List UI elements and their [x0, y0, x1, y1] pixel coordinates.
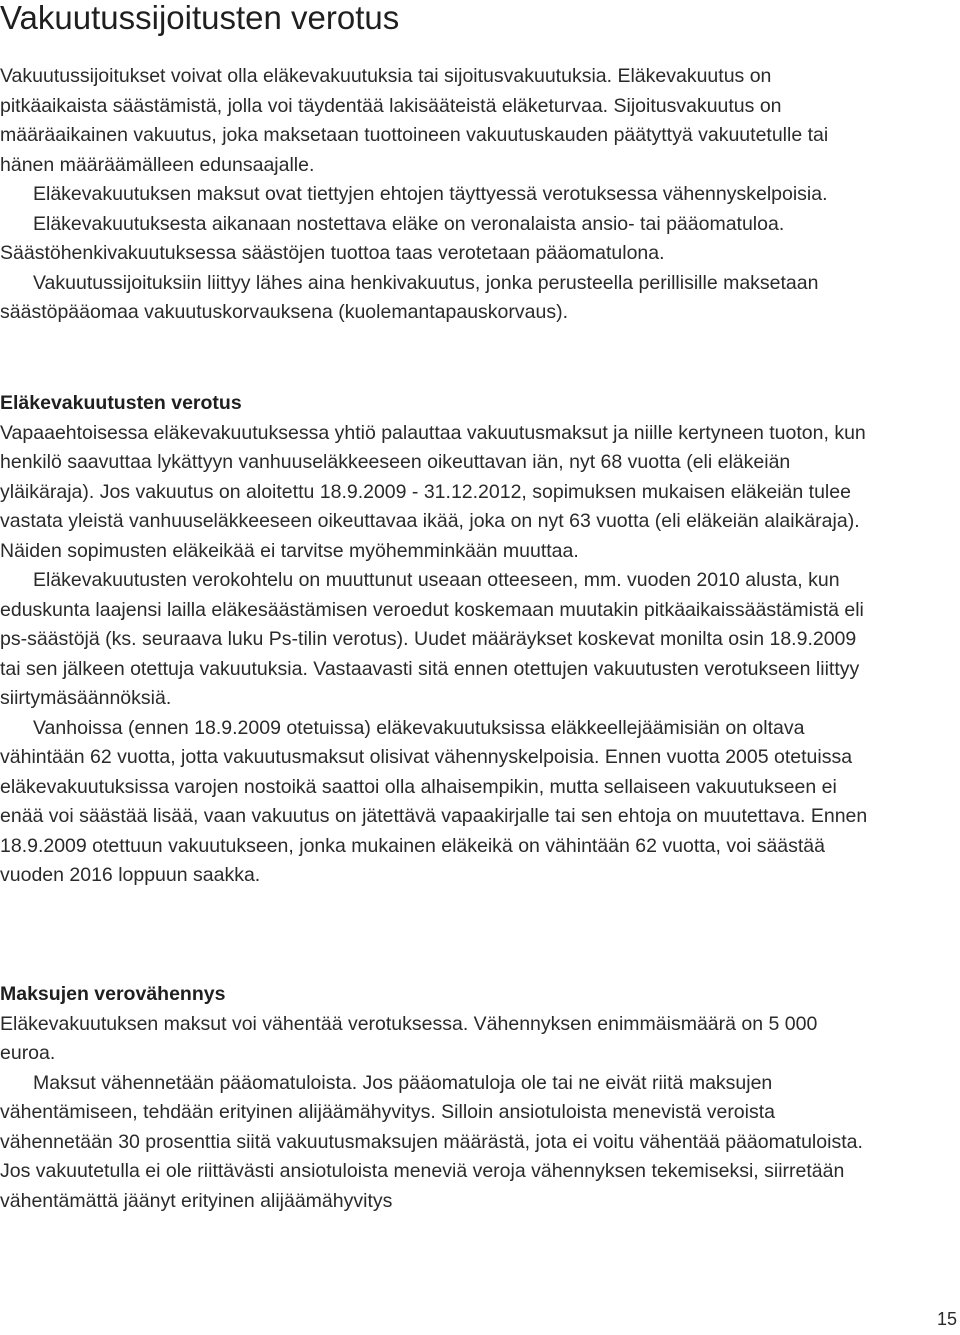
intro-section [0, 62, 870, 328]
pension-taxation-paragraph-2: Eläkevakuutusten verokohtelu on muuttunut useaan otteeseen, mm. vuoden 2010 alusta, kun eduskunta laajensi lailla eläkesäästämisen veroedut koskemaan muutakin pitkäaikaissäästämistä eli ps-säästöjä (ks. seuraava luku Ps-tilin verotus). Uudet määräykset koskevat monilta osin 18.9.2009 tai sen jälkeen otettuja vakuutuksia. Vastaavasti sitä ennen otettujen vakuutusten verotukseen liittyy siirtymäsäännöksiä. [0, 569, 864, 709]
pension-taxation-section [0, 389, 870, 891]
intro-paragraph-2: Eläkevakuutuksen maksut ovat tiettyjen ehtojen täyttyessä verotuksessa vähennyskelpoisia. [33, 183, 828, 205]
pension-taxation-paragraph-1: Vapaaehtoisessa eläkevakuutuksessa yhtiö palauttaa vakuutusmaksut ja niille kertyneen tuoton, kun henkilö saavuttaa lykättyyn vanhuuseläkkeeseen oikeuttavan iän, nyt 68 vuotta (eli eläkeiän yläikäraja). Jos vakuutus on aloitettu 18.9.2009 - 31.12.2012, sopimuksen mukaisen eläkeiän tulee vastata yleistä vanhuuseläkkeeseen oikeuttavaa ikää, joka on nyt 63 vuotta (eli eläkeiän alaikäraja). Näiden sopimusten eläkeikää ei tarvitse myöhemminkään muuttaa. [0, 421, 866, 562]
tax-deduction-paragraph-2: Maksut vähennetään pääomatuloista. Jos pääomatuloja ole tai ne eivät riitä maksujen vähentämiseen, tehdään erityinen alijäämähyvitys. Silloin ansiotuloista menevistä veroista vähennetään 30 prosenttia siitä vakuutusmaksujen määrästä, jota ei voitu vähentää pääomatuloista. Jos vakuutetulla ei ole riittävästi ansiotuloista meneviä veroja vähennyksen tekemiseksi, siirretään vähentämättä jäänyt erityinen alijäämähyvitys [0, 1071, 863, 1212]
section-heading-tax-deduction: Maksujen verovähennys [0, 983, 226, 1005]
page-title: Vakuutussijoitusten verotus [0, 0, 400, 36]
intro-paragraph-3: Eläkevakuutuksesta aikanaan nostettava eläke on veronalaista ansio- tai pääomatuloa. Säästöhenkivakuutuksessa säästöjen tuottoa taas verotetaan pääomatulona. [0, 212, 785, 264]
intro-paragraph-4: Vakuutussijoituksiin liittyy lähes aina henkivakuutus, jonka perusteella perillisille maksetaan säästöpääomaa vakuutuskorvauksena (kuolemantapauskorvaus). [0, 271, 819, 323]
pension-taxation-paragraph-3: Vanhoissa (ennen 18.9.2009 otetuissa) eläkevakuutuksissa eläkkeellejäämisiän on oltava vähintään 62 vuotta, jotta vakuutusmaksut olisivat vähennyskelpoisia. Ennen vuotta 2005 otetuissa eläkevakuutuksissa varojen nostoikä saattoi olla alhaisempikin, mutta sellaiseen vakuutukseen ei enää voi säästää lisää, vaan vakuutus on jätettävä vapaakirjalle tai sen ehtoja on muutettava. Ennen 18.9.2009 otettuun vakuutukseen, jonka mukainen eläkeikä on vähintään 62 vuotta, voi säästää vuoden 2016 loppuun saakka. [0, 716, 868, 886]
tax-deduction-paragraph-1: Eläkevakuutuksen maksut voi vähentää verotuksessa. Vähennyksen enimmäismäärä on 5 000 euroa. [0, 1012, 818, 1064]
page-number: 15 [936, 1309, 957, 1329]
section-heading-pension-taxation: Eläkevakuutusten verotus [0, 392, 242, 414]
tax-deduction-section [0, 980, 870, 1216]
intro-paragraph-1: Vakuutussijoitukset voivat olla eläkevakuutuksia tai sijoitusvakuutuksia. Eläkevakuutus on pitkäaikaista säästämistä, jolla voi täydentää lakisääteistä eläketurvaa. Sijoitusvakuutus on määräaikainen vakuutus, joka maksetaan tuottoineen vakuutuskauden päätyttyä vakuutetulle tai hänen määräämälleen edunsaajalle. [0, 65, 829, 176]
